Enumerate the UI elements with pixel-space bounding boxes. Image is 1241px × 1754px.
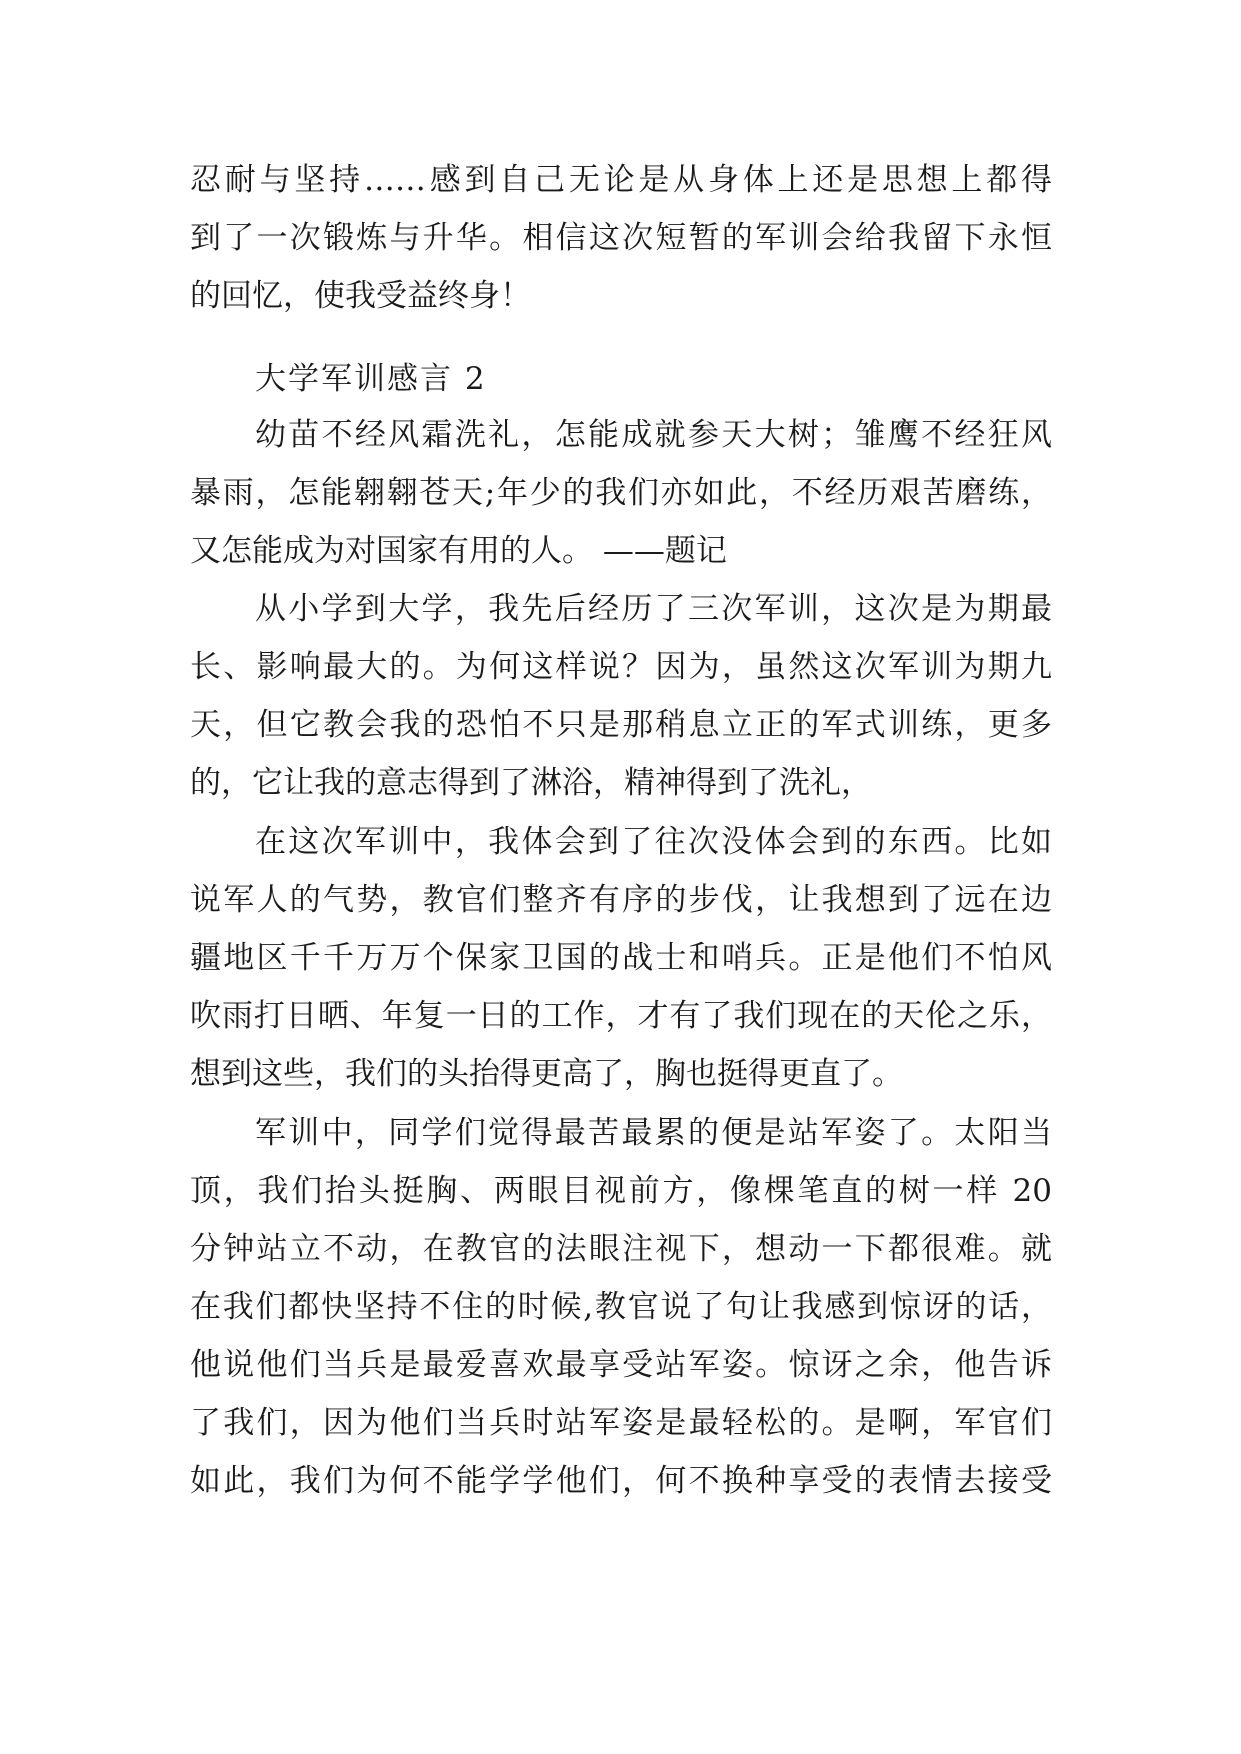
text-line: 长、影响最大的。为何这样说？因为，虽然这次军训为期九 [190, 649, 1052, 685]
text-line: 幼苗不经风霜洗礼，怎能成就参天大树；雏鹰不经狂风 [255, 417, 1052, 453]
text-line: 如此，我们为何不能学学他们，何不换种享受的表情去接受 [190, 1463, 1052, 1499]
text-line: 顶，我们抬头挺胸、两眼目视前方，像棵笔直的树一样 20 [190, 1173, 1052, 1209]
text-line: 到了一次锻炼与升华。相信这次短暂的军训会给我留下永恒 [190, 220, 1052, 256]
text-line: 他说他们当兵是最爱喜欢最享受站军姿。惊讶之余，他告诉 [190, 1347, 1052, 1383]
text-line: 从小学到大学，我先后经历了三次军训，这次是为期最 [255, 591, 1052, 627]
text-line: 忍耐与坚持……感到自己无论是从身体上还是思想上都得 [190, 162, 1052, 198]
text-line: 暴雨，怎能翱翱苍天;年少的我们亦如此，不经历艰苦磨练， [190, 475, 1052, 511]
text-line: 说军人的气势，教官们整齐有序的步伐，让我想到了远在边 [190, 882, 1052, 918]
text-line: 军训中，同学们觉得最苦最累的便是站军姿了。太阳当 [255, 1115, 1052, 1151]
text-line: 在这次军训中，我体会到了往次没体会到的东西。比如 [255, 824, 1052, 860]
text-line: 想到这些，我们的头抬得更高了，胸也挺得更直了。 [190, 1056, 903, 1092]
section-title: 大学军训感言 2 [255, 361, 487, 397]
text-line: 疆地区千千万万个保家卫国的战士和哨兵。正是他们不怕风 [190, 940, 1052, 976]
text-line: 分钟站立不动，在教官的法眼注视下，想动一下都很难。就 [190, 1231, 1052, 1267]
text-line: 了我们，因为他们当兵时站军姿是最轻松的。是啊，军官们 [190, 1405, 1052, 1441]
text-line: 吹雨打日晒、年复一日的工作，才有了我们现在的天伦之乐， [190, 998, 1052, 1034]
text-line: 的回忆，使我受益终身！ [190, 278, 531, 314]
text-line: 天，但它教会我的恐怕不只是那稍息立正的军式训练，更多 [190, 707, 1052, 743]
text-line: 的，它让我的意志得到了淋浴，精神得到了洗礼， [190, 765, 872, 801]
text-line: 又怎能成为对国家有用的人。 ——题记 [190, 533, 727, 569]
text-line: 在我们都快坚持不住的时候,教官说了句让我感到惊讶的话， [190, 1289, 1052, 1325]
